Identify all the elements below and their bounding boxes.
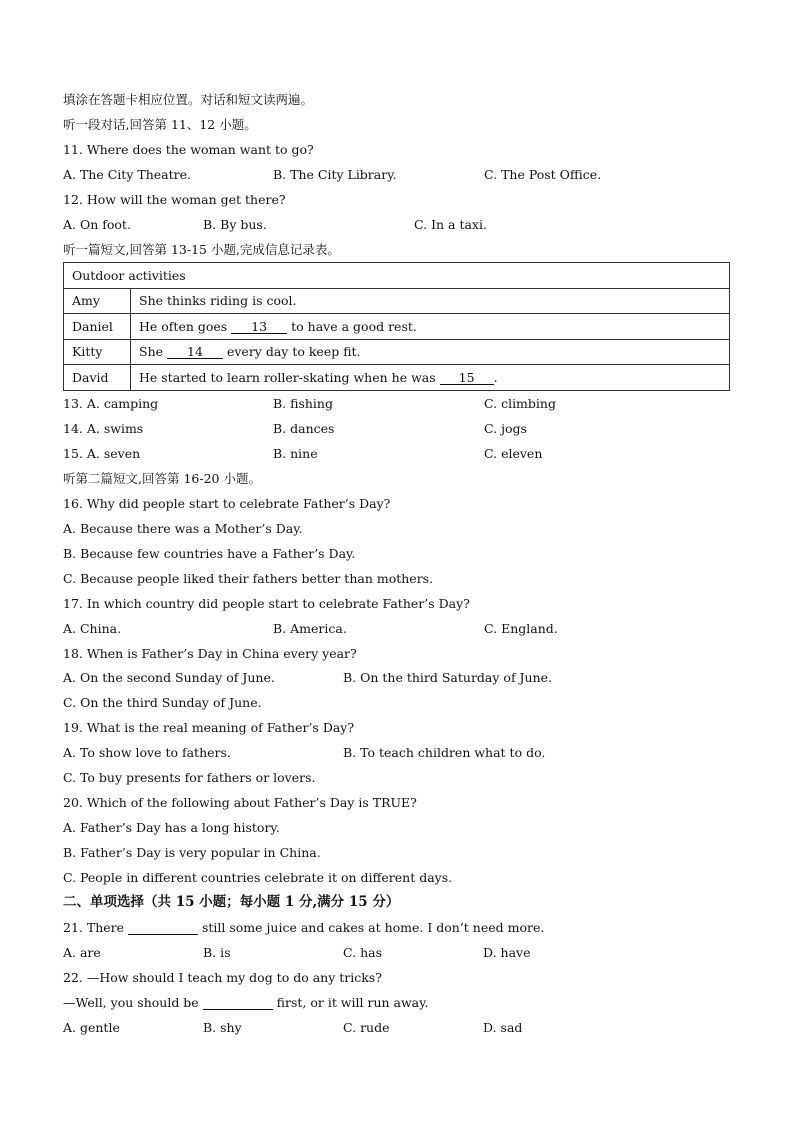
question-18-option-b[interactable]: B. On the third Saturday of June.: [343, 670, 553, 685]
table-cell-name: Daniel: [64, 314, 131, 340]
question-15-option-c[interactable]: C. eleven: [484, 446, 543, 461]
question-15-option-a[interactable]: 15. A. seven: [63, 446, 141, 461]
table-row: [64, 339, 730, 365]
question-22-option-a[interactable]: A. gentle: [63, 1020, 120, 1035]
info-text-after: to have a good rest.: [287, 318, 417, 334]
question-13-option-c[interactable]: C. climbing: [484, 396, 556, 411]
passage-1-header: 听一篇短文,回答第 13-15 小题,完成信息记录表。: [63, 242, 340, 257]
stem-text-before: 21. There: [63, 920, 128, 935]
question-14-option-b[interactable]: B. dances: [273, 421, 335, 436]
question-16-option-b[interactable]: B. Because few countries have a Father’s Day.: [63, 546, 356, 561]
question-12-option-a[interactable]: A. On foot.: [63, 217, 131, 232]
section-2-header: 二、单项选择（共 15 小题；每小题 1 分,满分 15 分）: [63, 894, 400, 910]
question-22-option-c[interactable]: C. rude: [343, 1020, 390, 1035]
question-19-option-b[interactable]: B. To teach children what to do.: [343, 745, 546, 760]
record-table: [63, 262, 730, 391]
question-13-option-a[interactable]: 13. A. camping: [63, 396, 159, 411]
table-row: [64, 314, 730, 340]
table-cell-name: Kitty: [64, 339, 131, 365]
info-text-after: .: [493, 369, 498, 385]
question-16-stem: 16. Why did people start to celebrate Father’s Day?: [63, 496, 391, 511]
question-18-option-c[interactable]: C. On the third Sunday of June.: [63, 695, 262, 710]
question-21-option-d[interactable]: D. have: [483, 945, 531, 960]
answer-blank-21[interactable]: [128, 921, 198, 935]
question-19-option-a[interactable]: A. To show love to fathers.: [63, 745, 231, 760]
question-21-option-a[interactable]: A. are: [63, 945, 101, 960]
question-22-option-d[interactable]: D. sad: [483, 1020, 523, 1035]
info-text-before: She: [139, 344, 167, 360]
table-cell-info: [131, 288, 730, 314]
question-22-option-b[interactable]: B. shy: [203, 1020, 242, 1035]
table-cell-info: [131, 314, 730, 340]
question-20-option-c[interactable]: C. People in different countries celebrate it on different days.: [63, 870, 453, 885]
question-12-stem: 12. How will the woman get there?: [63, 192, 286, 207]
question-14-option-c[interactable]: C. jogs: [484, 421, 527, 436]
question-14-option-a[interactable]: 14. A. swims: [63, 421, 144, 436]
table-row: [64, 288, 730, 314]
question-15-option-b[interactable]: B. nine: [273, 446, 318, 461]
question-11-option-c[interactable]: C. The Post Office.: [484, 167, 602, 182]
question-12-option-c[interactable]: C. In a taxi.: [414, 217, 487, 232]
question-12-option-b[interactable]: B. By bus.: [203, 217, 267, 232]
info-text-after: every day to keep fit.: [223, 344, 361, 360]
answer-blank-14[interactable]: 14: [167, 345, 223, 359]
question-17-stem: 17. In which country did people start to celebrate Father’s Day?: [63, 596, 470, 611]
dialogue-header: 听一段对话,回答第 11、12 小题。: [63, 117, 257, 132]
answer-blank-22[interactable]: [203, 996, 273, 1010]
question-21-stem: [63, 920, 544, 936]
table-cell-info: [131, 365, 730, 391]
question-17-option-c[interactable]: C. England.: [484, 621, 558, 636]
instructions-line: 填涂在答题卡相应位置。对话和短文读两遍。: [63, 92, 314, 107]
question-18-option-a[interactable]: A. On the second Sunday of June.: [63, 670, 275, 685]
question-20-option-a[interactable]: A. Father’s Day has a long history.: [63, 820, 280, 835]
question-21-option-b[interactable]: B. is: [203, 945, 231, 960]
table-cell-name: Amy: [64, 288, 131, 314]
answer-blank-13[interactable]: 13: [231, 320, 287, 334]
table-title: Outdoor activities: [64, 263, 730, 289]
question-17-option-b[interactable]: B. America.: [273, 621, 347, 636]
question-19-stem: 19. What is the real meaning of Father’s Day?: [63, 720, 355, 735]
question-19-option-c[interactable]: C. To buy presents for fathers or lovers.: [63, 770, 316, 785]
info-text-before: He often goes: [139, 318, 232, 334]
reply-text-before: —Well, you should be: [63, 995, 203, 1010]
table-row: [64, 365, 730, 391]
question-13-option-b[interactable]: B. fishing: [273, 396, 333, 411]
question-16-option-a[interactable]: A. Because there was a Mother’s Day.: [63, 521, 303, 536]
table-cell-info: [131, 339, 730, 365]
question-11-option-a[interactable]: A. The City Theatre.: [63, 167, 191, 182]
info-text-before: He started to learn roller-skating when he was: [139, 369, 440, 385]
stem-text-after: still some juice and cakes at home. I don’t need more.: [197, 920, 545, 935]
answer-blank-15[interactable]: 15: [440, 371, 494, 385]
question-20-stem: 20. Which of the following about Father’s Day is TRUE?: [63, 795, 417, 810]
reply-text-after: first, or it will run away.: [272, 995, 429, 1010]
info-text: She thinks riding is cool.: [139, 293, 297, 309]
question-21-option-c[interactable]: C. has: [343, 945, 382, 960]
question-11-stem: 11. Where does the woman want to go?: [63, 142, 314, 157]
question-16-option-c[interactable]: C. Because people liked their fathers better than mothers.: [63, 571, 434, 586]
question-17-option-a[interactable]: A. China.: [63, 621, 122, 636]
passage-2-header: 听第二篇短文,回答第 16-20 小题。: [63, 471, 261, 486]
table-title-row: [64, 263, 730, 289]
table-cell-name: David: [64, 365, 131, 391]
question-20-option-b[interactable]: B. Father’s Day is very popular in China.: [63, 845, 321, 860]
question-22-reply: [63, 995, 429, 1011]
question-22-stem: 22. —How should I teach my dog to do any tricks?: [63, 970, 382, 985]
question-11-option-b[interactable]: B. The City Library.: [273, 167, 397, 182]
question-18-stem: 18. When is Father’s Day in China every year?: [63, 646, 357, 661]
